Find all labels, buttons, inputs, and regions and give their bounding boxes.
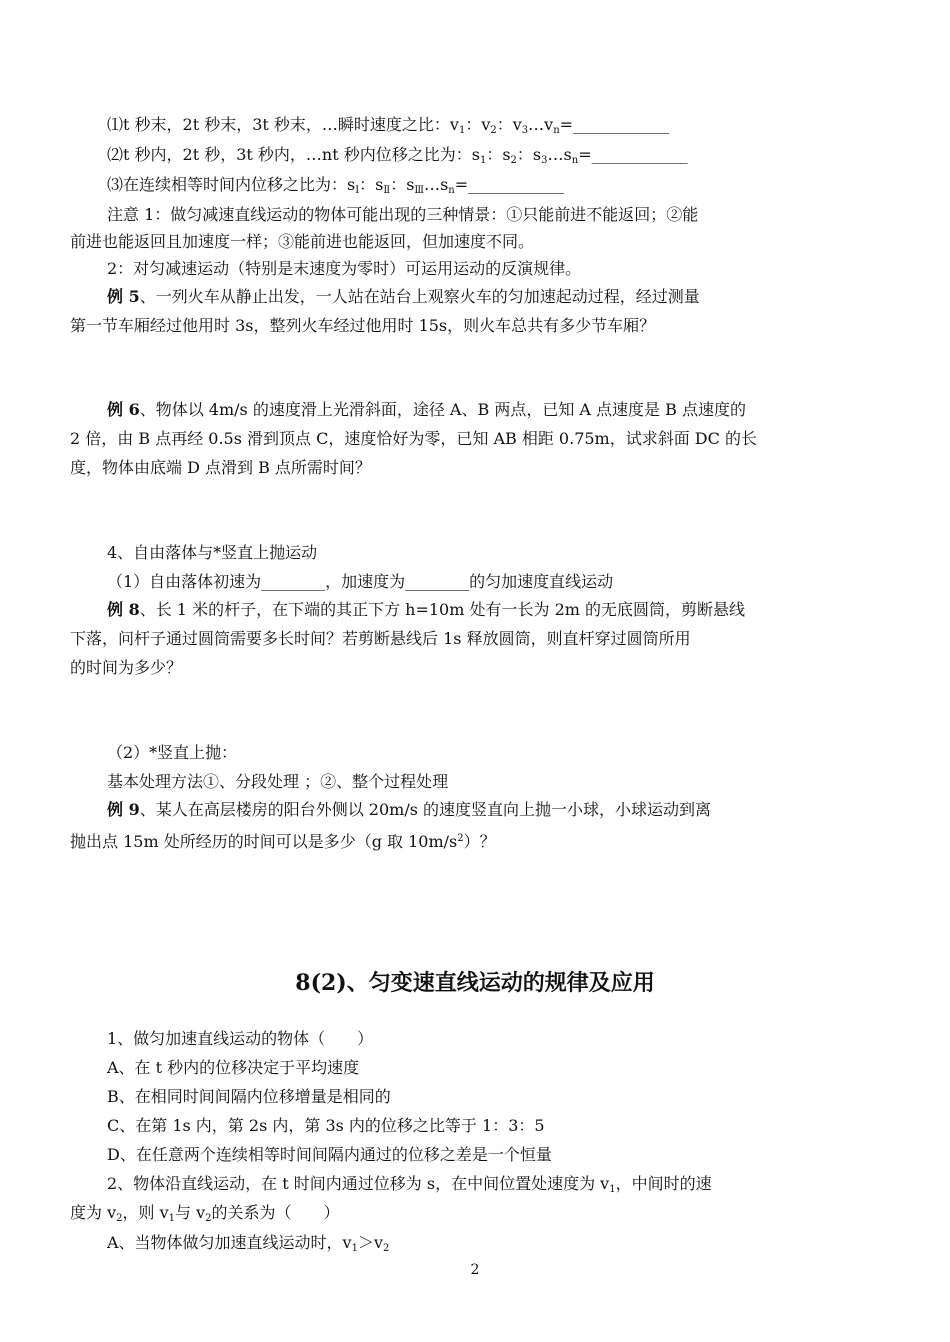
note-1-line-a: 注意 1：做匀减速直线运动的物体可能出现的三种情景：①只能前进不能返回；②能 xyxy=(107,205,699,224)
example-6-line-b: 2 倍，由 B 点再经 0.5s 滑到顶点 C，速度恰好为零，已知 AB 相距 0.75m，试求斜面 DC 的长 xyxy=(70,429,757,448)
example-5-line-a: 例 5、一列火车从静止出发，一人站在站台上观察火车的匀加速起动过程，经过测量 xyxy=(107,287,700,306)
ratio-line-3: ⑶在连续相等时间内位移之比为：$s_Ⅰ$：$s_Ⅱ$：$s_Ⅲ\dots s_n=\_\_\_\_\_\_\_\_\_\_\_\_$ xyxy=(107,175,565,196)
section-4-item-1: （1）自由落体初速为________，加速度为________的匀加速度直线运动 xyxy=(107,572,614,591)
note-1-line-b: 前进也能返回且加速度一样；③能前进也能返回，但加速度不同。 xyxy=(70,232,535,251)
example-5-line-b: 第一节车厢经过他用时 3s，整列火车经过他用时 15s，则火车总共有多少节车厢？ xyxy=(70,316,656,335)
question-1-option-b: B、在相同时间间隔内位移增量是相同的 xyxy=(107,1087,391,1106)
section-4-item-2: （2）*竖直上抛： xyxy=(107,743,238,762)
section-title: 8(2)、匀变速直线运动的规律及应用 xyxy=(295,970,655,996)
example-8-line-c: 的时间为多少？ xyxy=(70,658,183,677)
question-1-option-a: A、在 t 秒内的位移决定于平均速度 xyxy=(107,1058,360,1077)
question-2-option-a: A、当物体做匀加速直线运动时，$v_1>v_2$ xyxy=(107,1233,390,1254)
section-4-heading: 4、自由落体与*竖直上抛运动 xyxy=(107,543,318,562)
example-8-line-b: 下落，问杆子通过圆筒需要多长时间？若剪断悬线后 1s 释放圆筒，则直杆穿过圆筒所用 xyxy=(70,629,691,648)
example-9-line-b: 抛出点 15m 处所经历的时间可以是多少（g 取 $10m/s^2$）？ xyxy=(70,832,496,851)
question-2-line-b: 度为 $v_2$，则 $v_1$与 $v_2$的关系为（ ） xyxy=(70,1203,340,1224)
ratio-line-2: ⑵t 秒内，2t 秒，3t 秒内，…nt 秒内位移之比为：$s_1$：$s_2$：$s_3\dots s_n=\_\_\_\_\_\_\_\_\_\_\_\_$ xyxy=(107,145,688,166)
question-1-stem: 1、做匀加速直线运动的物体（ ） xyxy=(107,1029,374,1048)
note-2: 2：对匀减速运动（特别是末速度为零时）可运用运动的反演规律。 xyxy=(107,259,582,278)
example-6-line-a: 例 6、物体以 4m/s 的速度滑上光滑斜面，途径 A、B 两点，已知 A 点速度是 B 点速度的 xyxy=(107,400,746,419)
example-8-line-a: 例 8、长 1 米的杆子，在下端的其正下方 h=10m 处有一长为 2m 的无底圆筒，剪断悬线 xyxy=(107,600,746,619)
method-line: 基本处理方法①、分段处理 ；②、整个过程处理 xyxy=(107,772,449,791)
example-6-line-c: 度，物体由底端 D 点滑到 B 点所需时间？ xyxy=(70,458,371,477)
ratio-line-1: ⑴t 秒末，2t 秒末，3t 秒末，…瞬时速度之比：$v_1$：$v_2$：$v_3\dots v_n=\_\_\_\_\_\_\_\_\_\_\_\_$ xyxy=(107,115,670,136)
example-9-line-a: 例 9、某人在高层楼房的阳台外侧以 20m/s 的速度竖直向上抛一小球，小球运动到离 xyxy=(107,800,712,819)
question-1-option-d: D、在任意两个连续相等时间间隔内通过的位移之差是一个恒量 xyxy=(107,1145,552,1164)
question-1-option-c: C、在第 1s 内，第 2s 内，第 3s 内的位移之比等于 1：3：5 xyxy=(107,1116,545,1135)
page-number: 2 xyxy=(470,1262,480,1278)
question-2-line-a: 2、物体沿直线运动，在 t 时间内通过位移为 s，在中间位置处速度为 $v_1$，中间时的速 xyxy=(107,1174,712,1195)
